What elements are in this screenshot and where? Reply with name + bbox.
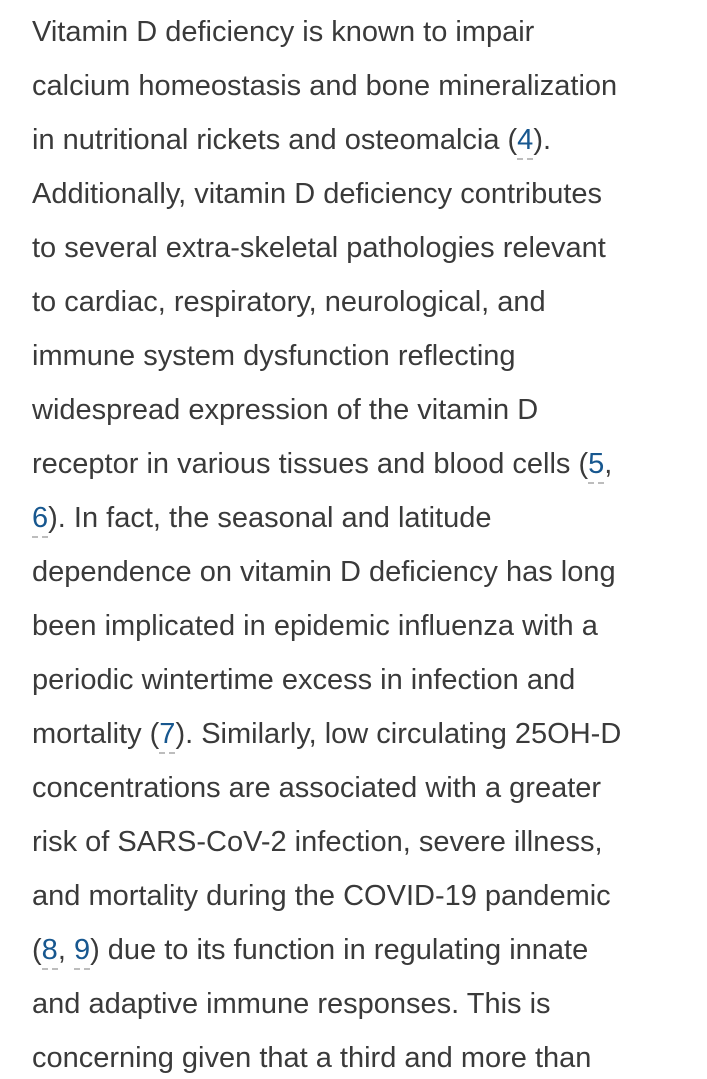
text-line xyxy=(32,120,621,174)
text-line xyxy=(32,174,621,228)
reference-link-4[interactable]: 4 xyxy=(517,124,533,160)
text-segment: dependence on vitamin D deficiency has long xyxy=(32,556,616,588)
text-segment: been implicated in epidemic influenza with a xyxy=(32,610,598,642)
text-segment: risk of SARS-CoV-2 infection, severe illness, xyxy=(32,826,603,858)
article-paragraph xyxy=(32,12,621,1079)
text-segment: immune system dysfunction reflecting xyxy=(32,340,516,372)
text-segment: widespread expression of the vitamin D xyxy=(32,394,539,426)
text-line xyxy=(32,1038,621,1079)
text-line xyxy=(32,444,621,498)
text-segment: concerning given that a third and more than xyxy=(32,1042,592,1074)
text-segment: Additionally, vitamin D deficiency contributes xyxy=(32,178,603,210)
reference-link-5[interactable]: 5 xyxy=(588,448,604,484)
text-segment: concentrations are associated with a greater xyxy=(32,772,602,804)
text-line xyxy=(32,498,621,552)
text-segment: to cardiac, respiratory, neurological, and xyxy=(32,286,546,318)
text-line xyxy=(32,606,621,660)
text-line xyxy=(32,930,621,984)
text-segment: ). xyxy=(533,124,552,156)
text-line xyxy=(32,228,621,282)
text-line xyxy=(32,66,621,120)
text-segment: calcium homeostasis and bone mineralization xyxy=(32,70,618,102)
text-line xyxy=(32,282,621,336)
text-line xyxy=(32,336,621,390)
text-segment: in nutritional rickets and osteomalcia ( xyxy=(32,124,518,156)
text-segment: periodic wintertime excess in infection and xyxy=(32,664,576,696)
text-segment: , xyxy=(57,934,74,966)
text-segment: ) due to its function in regulating innate xyxy=(90,934,589,966)
text-line xyxy=(32,876,621,930)
text-segment: and adaptive immune responses. This is xyxy=(32,988,551,1020)
text-line xyxy=(32,822,621,876)
text-segment: ). In fact, the seasonal and latitude xyxy=(48,502,492,534)
reference-link-6[interactable]: 6 xyxy=(32,502,48,538)
text-line xyxy=(32,12,621,66)
text-segment: to several extra-skeletal pathologies relevant xyxy=(32,232,606,264)
text-segment: Vitamin D deficiency is known to impair xyxy=(32,16,535,48)
reference-link-7[interactable]: 7 xyxy=(159,718,175,754)
text-line xyxy=(32,984,621,1038)
text-segment: , xyxy=(604,448,613,480)
text-line xyxy=(32,660,621,714)
text-line xyxy=(32,552,621,606)
text-segment: and mortality during the COVID-19 pandemic xyxy=(32,880,611,912)
text-segment: ( xyxy=(32,934,42,966)
text-line xyxy=(32,390,621,444)
reference-link-9[interactable]: 9 xyxy=(74,934,90,970)
reference-link-8[interactable]: 8 xyxy=(42,934,58,970)
text-segment: mortality ( xyxy=(32,718,160,750)
text-segment: ). Similarly, low circulating 25OH-D xyxy=(175,718,622,750)
text-segment: receptor in various tissues and blood cells ( xyxy=(32,448,589,480)
text-line xyxy=(32,768,621,822)
text-line xyxy=(32,714,621,768)
